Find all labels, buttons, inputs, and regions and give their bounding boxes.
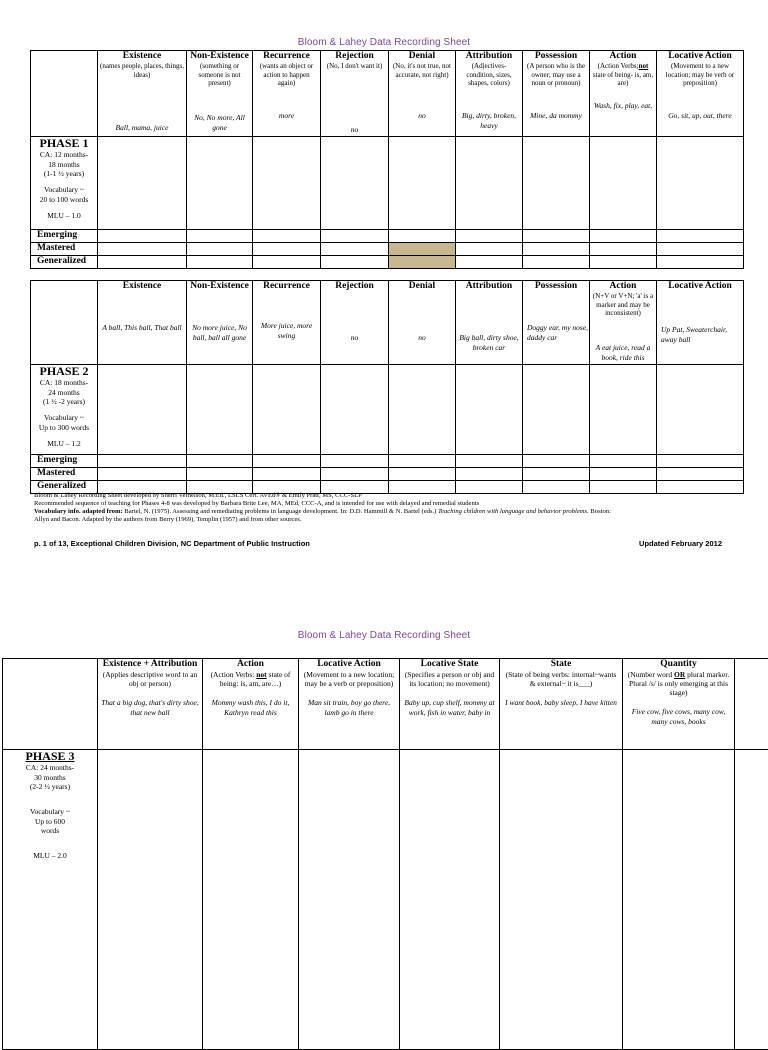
data-cell[interactable] <box>389 365 456 455</box>
row-label-mastered: Mastered <box>31 242 98 255</box>
phase-row <box>31 137 744 230</box>
row-label-emerging: Emerging <box>31 455 98 468</box>
data-cell[interactable] <box>321 455 389 468</box>
data-cell[interactable] <box>187 365 253 455</box>
status-row-generalized <box>31 255 744 268</box>
phase3-table <box>2 658 768 1050</box>
data-cell[interactable] <box>98 137 187 230</box>
data-cell[interactable] <box>253 137 321 230</box>
col-denial: Denial (No, it's not true, not accurate, not right) no <box>389 51 456 137</box>
col-rejection: Rejection (No, I don't want it) no <box>321 51 389 137</box>
corner-cell <box>31 51 98 137</box>
shaded-cell <box>389 242 456 255</box>
data-cell[interactable] <box>253 365 321 455</box>
data-cell[interactable] <box>590 255 657 268</box>
data-cell[interactable] <box>523 230 590 243</box>
data-cell[interactable] <box>187 467 253 480</box>
data-cell[interactable] <box>187 137 253 230</box>
header-row <box>31 51 744 137</box>
col-denial: Denial no <box>389 281 456 365</box>
data-cell[interactable] <box>456 230 523 243</box>
row-label-emerging: Emerging <box>31 230 98 243</box>
col-attribution: Attribution (Adjectives-condition, sizes, shapes, colors) Big, dirty, broken, heavy <box>456 51 523 137</box>
row-label-generalized: Generalized <box>31 255 98 268</box>
data-cell[interactable] <box>187 242 253 255</box>
phase1-info: PHASE 1 CA: 12 months- 18 months (1-1 ½ years) Vocabulary ~ 20 to 100 words MLU – 1.0 <box>31 137 98 230</box>
updated-date: Updated February 2012 <box>639 539 722 548</box>
page-footer <box>34 539 722 548</box>
data-cell[interactable] <box>253 230 321 243</box>
credit-line: Vocabulary info. adapted from: Bartel, N. (1975). Assessing and remediating problems in language development. In: D.D. Hammill & N. Bartel (eds.) Teaching children with language and behavior problems. Boston: <box>34 508 744 516</box>
phase-row <box>31 365 744 455</box>
data-cell[interactable] <box>299 750 400 1050</box>
phase2-table <box>30 280 744 494</box>
data-cell[interactable] <box>590 455 657 468</box>
col-locative-action: Locative Action (Movement to a new location; may be a verb or preposition) Man sit train, boy go there, lamb go in there <box>299 659 400 750</box>
data-cell[interactable] <box>187 230 253 243</box>
data-cell[interactable] <box>590 467 657 480</box>
data-cell[interactable] <box>590 365 657 455</box>
data-cell[interactable] <box>187 455 253 468</box>
col-action: Action (Action Verbs: not state of being: is, am, are…) Mommy wash this, I do it, Kathryn read this <box>203 659 299 750</box>
data-cell[interactable] <box>456 365 523 455</box>
status-row-mastered <box>31 242 744 255</box>
data-cell[interactable] <box>203 750 299 1050</box>
data-cell[interactable] <box>389 455 456 468</box>
page-title: Bloom & Lahey Data Recording Sheet <box>0 630 768 641</box>
credits-footnote <box>34 492 744 524</box>
credit-line: Recommended sequence of teaching for Phases 4-8 was developed by Barbara Brite Lee, MA, MEd, CCC-A, and is intended for use with delayed and remedial students <box>34 500 744 508</box>
data-cell[interactable] <box>400 750 500 1050</box>
data-cell[interactable] <box>321 230 389 243</box>
col-rejection: Rejection no <box>321 281 389 365</box>
col-recurrence: Recurrence More juice, more swing <box>253 281 321 365</box>
phase1-table <box>30 50 744 269</box>
data-cell[interactable] <box>657 230 744 243</box>
data-cell[interactable] <box>456 255 523 268</box>
data-cell[interactable] <box>500 750 623 1050</box>
data-cell[interactable] <box>523 467 590 480</box>
phase3-info: PHASE 3 CA: 24 months- 30 months (2-2 ½ years) Vocabulary ~ Up to 600 words MLU – 2.0 <box>3 750 98 1050</box>
data-cell[interactable] <box>657 137 744 230</box>
col-non-existence: Non-Existence (something or someone is not present) No, No more, All gone <box>187 51 253 137</box>
data-cell[interactable] <box>389 230 456 243</box>
header-row <box>3 659 768 750</box>
shaded-cell <box>389 255 456 268</box>
data-cell[interactable] <box>321 467 389 480</box>
data-cell[interactable] <box>187 255 253 268</box>
col-action: Action (N+V or V+N; 'a' is a marker and may be inconsistent) A eat juice, read a book, ride this <box>590 281 657 365</box>
data-cell[interactable] <box>623 750 735 1050</box>
col-quantity: Quantity (Number word OR plural marker. Plural /s/ is only emerging at this stage) Five cow, five cows, many cow, many cows, books <box>623 659 735 750</box>
col-locative-action: Locative Action (Movement to a new location; may be verb or preposition) Go, sit, up, out, there <box>657 51 744 137</box>
data-cell[interactable] <box>389 137 456 230</box>
data-cell[interactable] <box>321 242 389 255</box>
data-cell[interactable] <box>735 750 768 1050</box>
data-cell[interactable] <box>321 137 389 230</box>
data-cell[interactable] <box>523 137 590 230</box>
data-cell[interactable] <box>456 137 523 230</box>
row-label-mastered: Mastered <box>31 467 98 480</box>
status-row-emerging <box>31 230 744 243</box>
data-cell[interactable] <box>98 255 187 268</box>
data-cell[interactable] <box>657 467 744 480</box>
data-cell[interactable] <box>657 255 744 268</box>
data-cell[interactable] <box>98 455 187 468</box>
data-cell[interactable] <box>523 365 590 455</box>
page-title: Bloom & Lahey Data Recording Sheet <box>0 37 768 48</box>
data-cell[interactable] <box>590 242 657 255</box>
data-cell[interactable] <box>98 365 187 455</box>
corner-cell <box>31 281 98 365</box>
col-state: State (State of being verbs: internal~wants & external~ it is___) I want book, baby sleep, I have kitten <box>500 659 623 750</box>
data-cell[interactable] <box>657 242 744 255</box>
data-cell[interactable] <box>456 455 523 468</box>
data-cell[interactable] <box>389 467 456 480</box>
data-cell[interactable] <box>98 467 187 480</box>
data-cell[interactable] <box>523 255 590 268</box>
header-row <box>31 281 744 365</box>
data-cell[interactable] <box>98 242 187 255</box>
data-cell[interactable] <box>590 137 657 230</box>
data-cell[interactable] <box>321 255 389 268</box>
col-existence: Existence (names people, places, things, ideas) Ball, mama, juice <box>98 51 187 137</box>
status-row-mastered <box>31 467 744 480</box>
data-cell[interactable] <box>657 365 744 455</box>
status-row-emerging <box>31 455 744 468</box>
col-non-existence: Non-Existence No more juice, No ball, ball all gone <box>187 281 253 365</box>
empty-header-cell <box>735 659 768 750</box>
data-cell[interactable] <box>523 455 590 468</box>
col-attribution: Attribution Big ball, dirty shoe, broken car <box>456 281 523 365</box>
data-cell[interactable] <box>657 455 744 468</box>
col-locative-action: Locative Action Up Pat, Sweaterchair, away ball <box>657 281 744 365</box>
row-label-generalized: Generalized <box>31 480 98 493</box>
phase2-info: PHASE 2 CA: 18 months- 24 months (1 ½ -2 years) Vocabulary ~ Up to 300 words MLU – 1.2 <box>31 365 98 455</box>
col-locative-state: Locative State (Specifies a person or obj and its location; no movement) Baby up, cup shelf, mommy at work, fish in water, baby in <box>400 659 500 750</box>
col-action: Action (Action Verbs;not state of being- is, am, are) Wash, fix, play, eat, <box>590 51 657 137</box>
col-possession: Possession (A person who is the owner; may use a noun or pronoun) Mine, da mommy <box>523 51 590 137</box>
data-cell[interactable] <box>456 242 523 255</box>
col-possession: Possession Doggy ear, my nose, daddy car <box>523 281 590 365</box>
data-cell[interactable] <box>253 467 321 480</box>
data-cell[interactable] <box>253 242 321 255</box>
col-existence-attribution: Existence + Attribution (Applies descriptive word to an obj or person) That a big dog, that's dirty shoe, that new ball <box>98 659 203 750</box>
credit-line: Allyn and Bacon. Adapted by the authors from Berry (1969), Templin (1957) and from other sources. <box>34 516 744 524</box>
corner-cell <box>3 659 98 750</box>
credit-line: Bloom & Lahey Recording Sheet developed by Sherri Vernelson, M.Ed., LSLS Cert. AVEd® & Emily Pratt, MS, CCC-SLP <box>34 492 744 500</box>
data-cell[interactable] <box>98 230 187 243</box>
page-number: p. 1 of 13, Exceptional Children Division, NC Department of Public Instruction <box>34 539 310 548</box>
data-cell[interactable] <box>253 255 321 268</box>
phase-row <box>3 750 768 1050</box>
data-cell[interactable] <box>98 750 203 1050</box>
data-cell[interactable] <box>523 242 590 255</box>
data-cell[interactable] <box>321 365 389 455</box>
data-cell[interactable] <box>456 467 523 480</box>
col-existence: Existence A ball, This ball, That ball <box>98 281 187 365</box>
data-cell[interactable] <box>253 455 321 468</box>
col-recurrence: Recurrence (wants an object or action to happen again) more <box>253 51 321 137</box>
data-cell[interactable] <box>590 230 657 243</box>
